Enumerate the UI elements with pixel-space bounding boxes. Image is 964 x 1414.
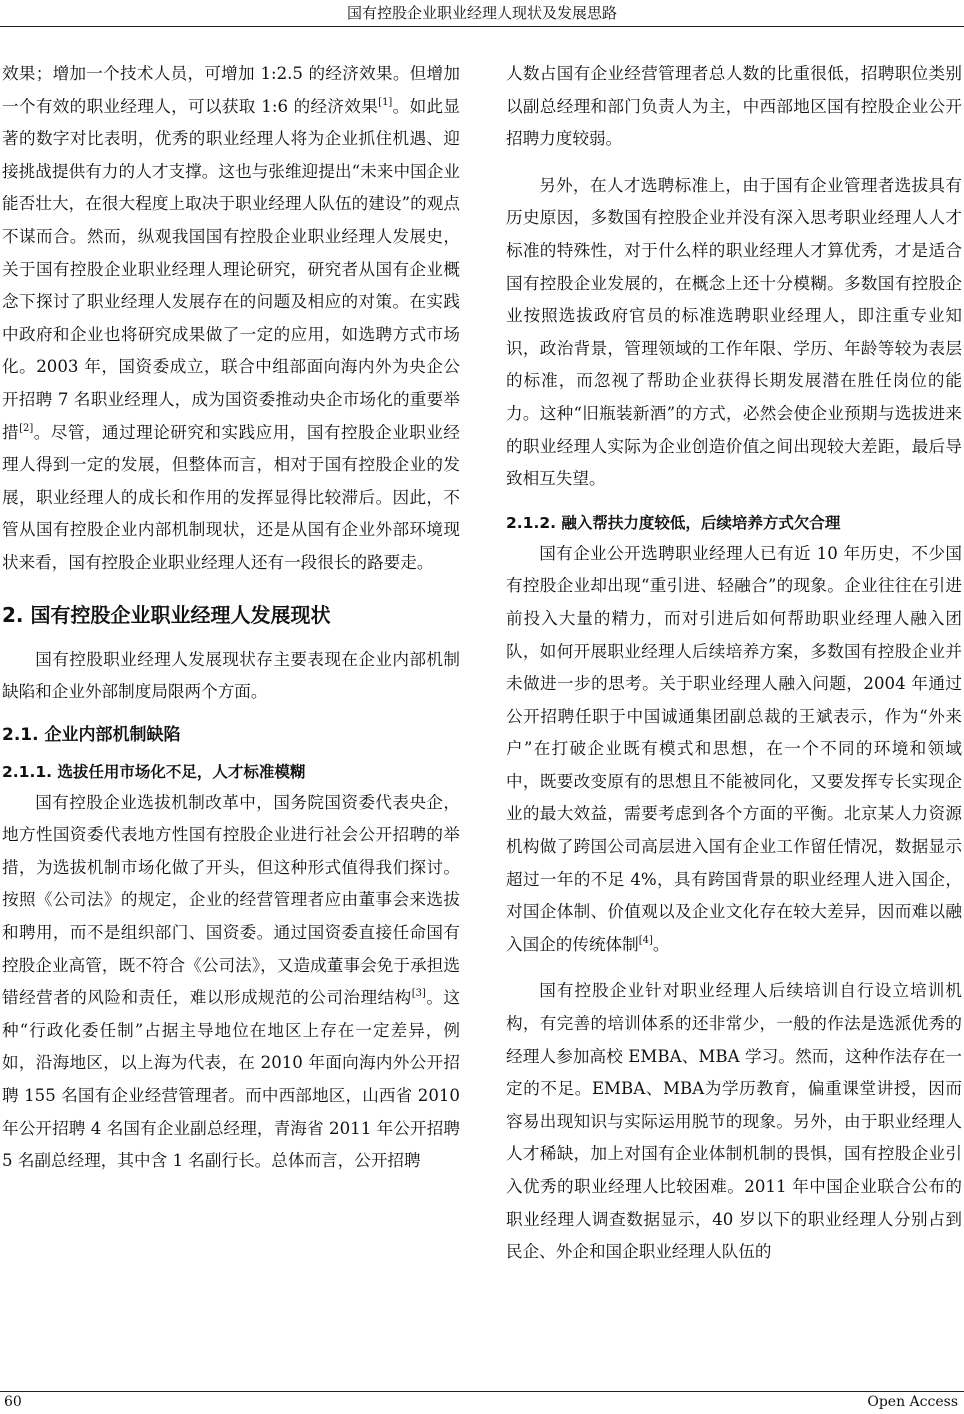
right-column xyxy=(506,58,962,1269)
text-run: 。如此显著的数字对比表明，优秀的职业经理人将为企业抓住机遇、迎接挑战提供有力的人才支撑。这也与张维迎提出“未来中国企业能否壮大，在很大程度上取决于职业经理人队伍的建设”的观点不谋而合。然而，纵观我国国有控股企业职业经理人发展史，关于国有控股企业职业经理人理论研究，研究者从国有企业概念下探讨了职业经理人发展存在的问题及相应的对策。在实践中政府和企业也将研究成果做了一定的应用，如选聘方式市场化。2003 年，国资委成立，联合中组部面向海内外为央企公开招聘 7 名职业经理人，成为国资委推动央企市场化的重要举措 xyxy=(2,96,460,442)
section-2-1-2-heading: 2.1.2. 融入帮扶力度较低，后续培养方式欠合理 xyxy=(506,513,841,532)
paragraph-intro-continued xyxy=(2,58,460,580)
paragraph-training: 国有控股企业针对职业经理人后续培训自行设立培训机构，有完善的培训体系的还非常少，一般的作法是选派优秀的经理人参加高校 EMBA、MBA 学习。然而，这种作法存在一定的不足。EMBA、MBA为学历教育，偏重课堂讲授，因而容易出现知识与实际运用脱节的现象。另外，由于职业经理人人才稀缺，加上对国有企业体制机制的畏惧，国有控股企业引入优秀的职业经理人比较困难。2011 年中国企业联合公布的职业经理人调查数据显示，40 岁以下的职业经理人分别占到民企、外企和国企职业经理人队伍的 xyxy=(506,981,962,1262)
text-run: 国有控股企业选拔机制改革中，国务院国资委代表央企，地方性国资委代表地方性国有控股企业进行社会公开招聘的举措，为选拔机制市场化做了开头，但这种形式值得我们探讨。按照《公司法》的规定，企业的经营管理者应由董事会来选拔和聘用，而不是组织部门、国资委。通过国资委直接任命国有控股企业高管，既不符合《公司法》，又造成董事会免于承担选错经营者的风险和责任，难以形成规范的公司治理结构 xyxy=(2,792,460,1008)
paragraph-recruitment-continued: 人数占国有企业经营管理者总人数的比重很低，招聘职位类别以副总经理和部门负责人为主，中西部地区国有控股企业公开招聘力度较弱。 xyxy=(506,64,962,149)
paragraph-selection-mechanism xyxy=(2,787,460,1178)
page-number: 60 xyxy=(4,1394,22,1410)
section-2-1-heading: 2.1. 企业内部机制缺陷 xyxy=(2,724,181,745)
citation-ref-4[interactable]: [4] xyxy=(638,934,653,946)
text-run: 。尽管，通过理论研究和实践应用，国有控股企业职业经理人得到一定的发展，但整体而言，相对于国有控股企业的发展，职业经理人的成长和作用的发挥显得比较滞后。因此，不管从国有控股企业内部机制现状，还是从国有企业外部环境现状来看，国有控股企业职业经理人还有一段很长的路要走。 xyxy=(2,422,461,572)
text-run: 。 xyxy=(652,934,670,954)
left-column xyxy=(2,58,460,1178)
section-2-1-1-heading: 2.1.1. 选拔任用市场化不足，人才标准模糊 xyxy=(2,762,306,781)
journal-name: Open Access xyxy=(867,1394,958,1410)
section-2-heading: 2. 国有控股企业职业经理人发展现状 xyxy=(2,602,331,627)
header-rule xyxy=(0,26,964,27)
paragraph-talent-standard: 另外，在人才选聘标准上，由于国有企业管理者选拔具有历史原因，多数国有控股企业并没有深入思考职业经理人人才标准的特殊性，对于什么样的职业经理人才算优秀，才是适合国有控股企业发展的，在概念上还十分模糊。多数国有控股企业按照选拔政府官员的标准选聘职业经理人，即注重专业知识，政治背景，管理领域的工作年限、学历、年龄等较为表层的标准，而忽视了帮助企业获得长期发展潜在胜任岗位的能力。这种“旧瓶装新酒”的方式，必然会使企业预期与选拔进来的职业经理人实际为企业创造价值之间出现较大差距，最后导致相互失望。 xyxy=(506,175,962,489)
citation-ref-2[interactable]: [2] xyxy=(19,422,34,434)
section-2-intro-paragraph: 国有控股职业经理人发展现状存主要表现在企业内部机制缺陷和企业外部制度局限两个方面。 xyxy=(2,649,460,702)
text-run: 。这种“行政化委任制”占据主导地位在地区上存在一定差异，例如，沿海地区，以上海为代表，在 2010 年面向海内外公开招聘 155 名国有企业经营管理者。而中西部地区，山西省 2010 年公开招聘 4 名国有企业副总经理，青海省 2011 年公开招聘 5 名副总经理，其中含 1 名副行长。总体而言，公开招聘 xyxy=(2,988,460,1171)
text-run: 效果；增加一个技术人员，可增加 1:2.5 的经济效果。但增加一个有效的职业经理人，可以获取 1:6 的经济效果 xyxy=(2,64,460,116)
paragraph-integration xyxy=(506,538,962,962)
citation-ref-1[interactable]: [1] xyxy=(378,96,393,108)
running-title: 国有控股企业职业经理人现状及发展思路 xyxy=(346,4,617,22)
text-run: 国有企业公开选聘职业经理人已有近 10 年历史，不少国有控股企业却出现“重引进、轻融合”的现象。企业往往在引进前投入大量的精力，而对引进后如何帮助职业经理人融入团队，如何开展职业经理人后续培养方案，多数国有控股企业并未做进一步的思考。关于职业经理人融入问题，2004 年通过公开招聘任职于中国诚通集团副总裁的王斌表示，作为“外来户”在打破企业既有模式和思想，在一个不同的环境和领域中，既要改变原有的思想且不能被同化，又要发挥专长实现企业的最大效益，需要考虑到各个方面的平衡。北京某人力资源机构做了跨国公司高层进入国有企业工作留任情况，数据显示超过一年的不足 4%，具有跨国背景的职业经理人进入国企，对国企体制、价值观以及企业文化存在较大差异，因而难以融入国企的传统体制 xyxy=(506,543,962,954)
footer-rule xyxy=(0,1391,964,1392)
citation-ref-3[interactable]: [3] xyxy=(411,988,426,1000)
